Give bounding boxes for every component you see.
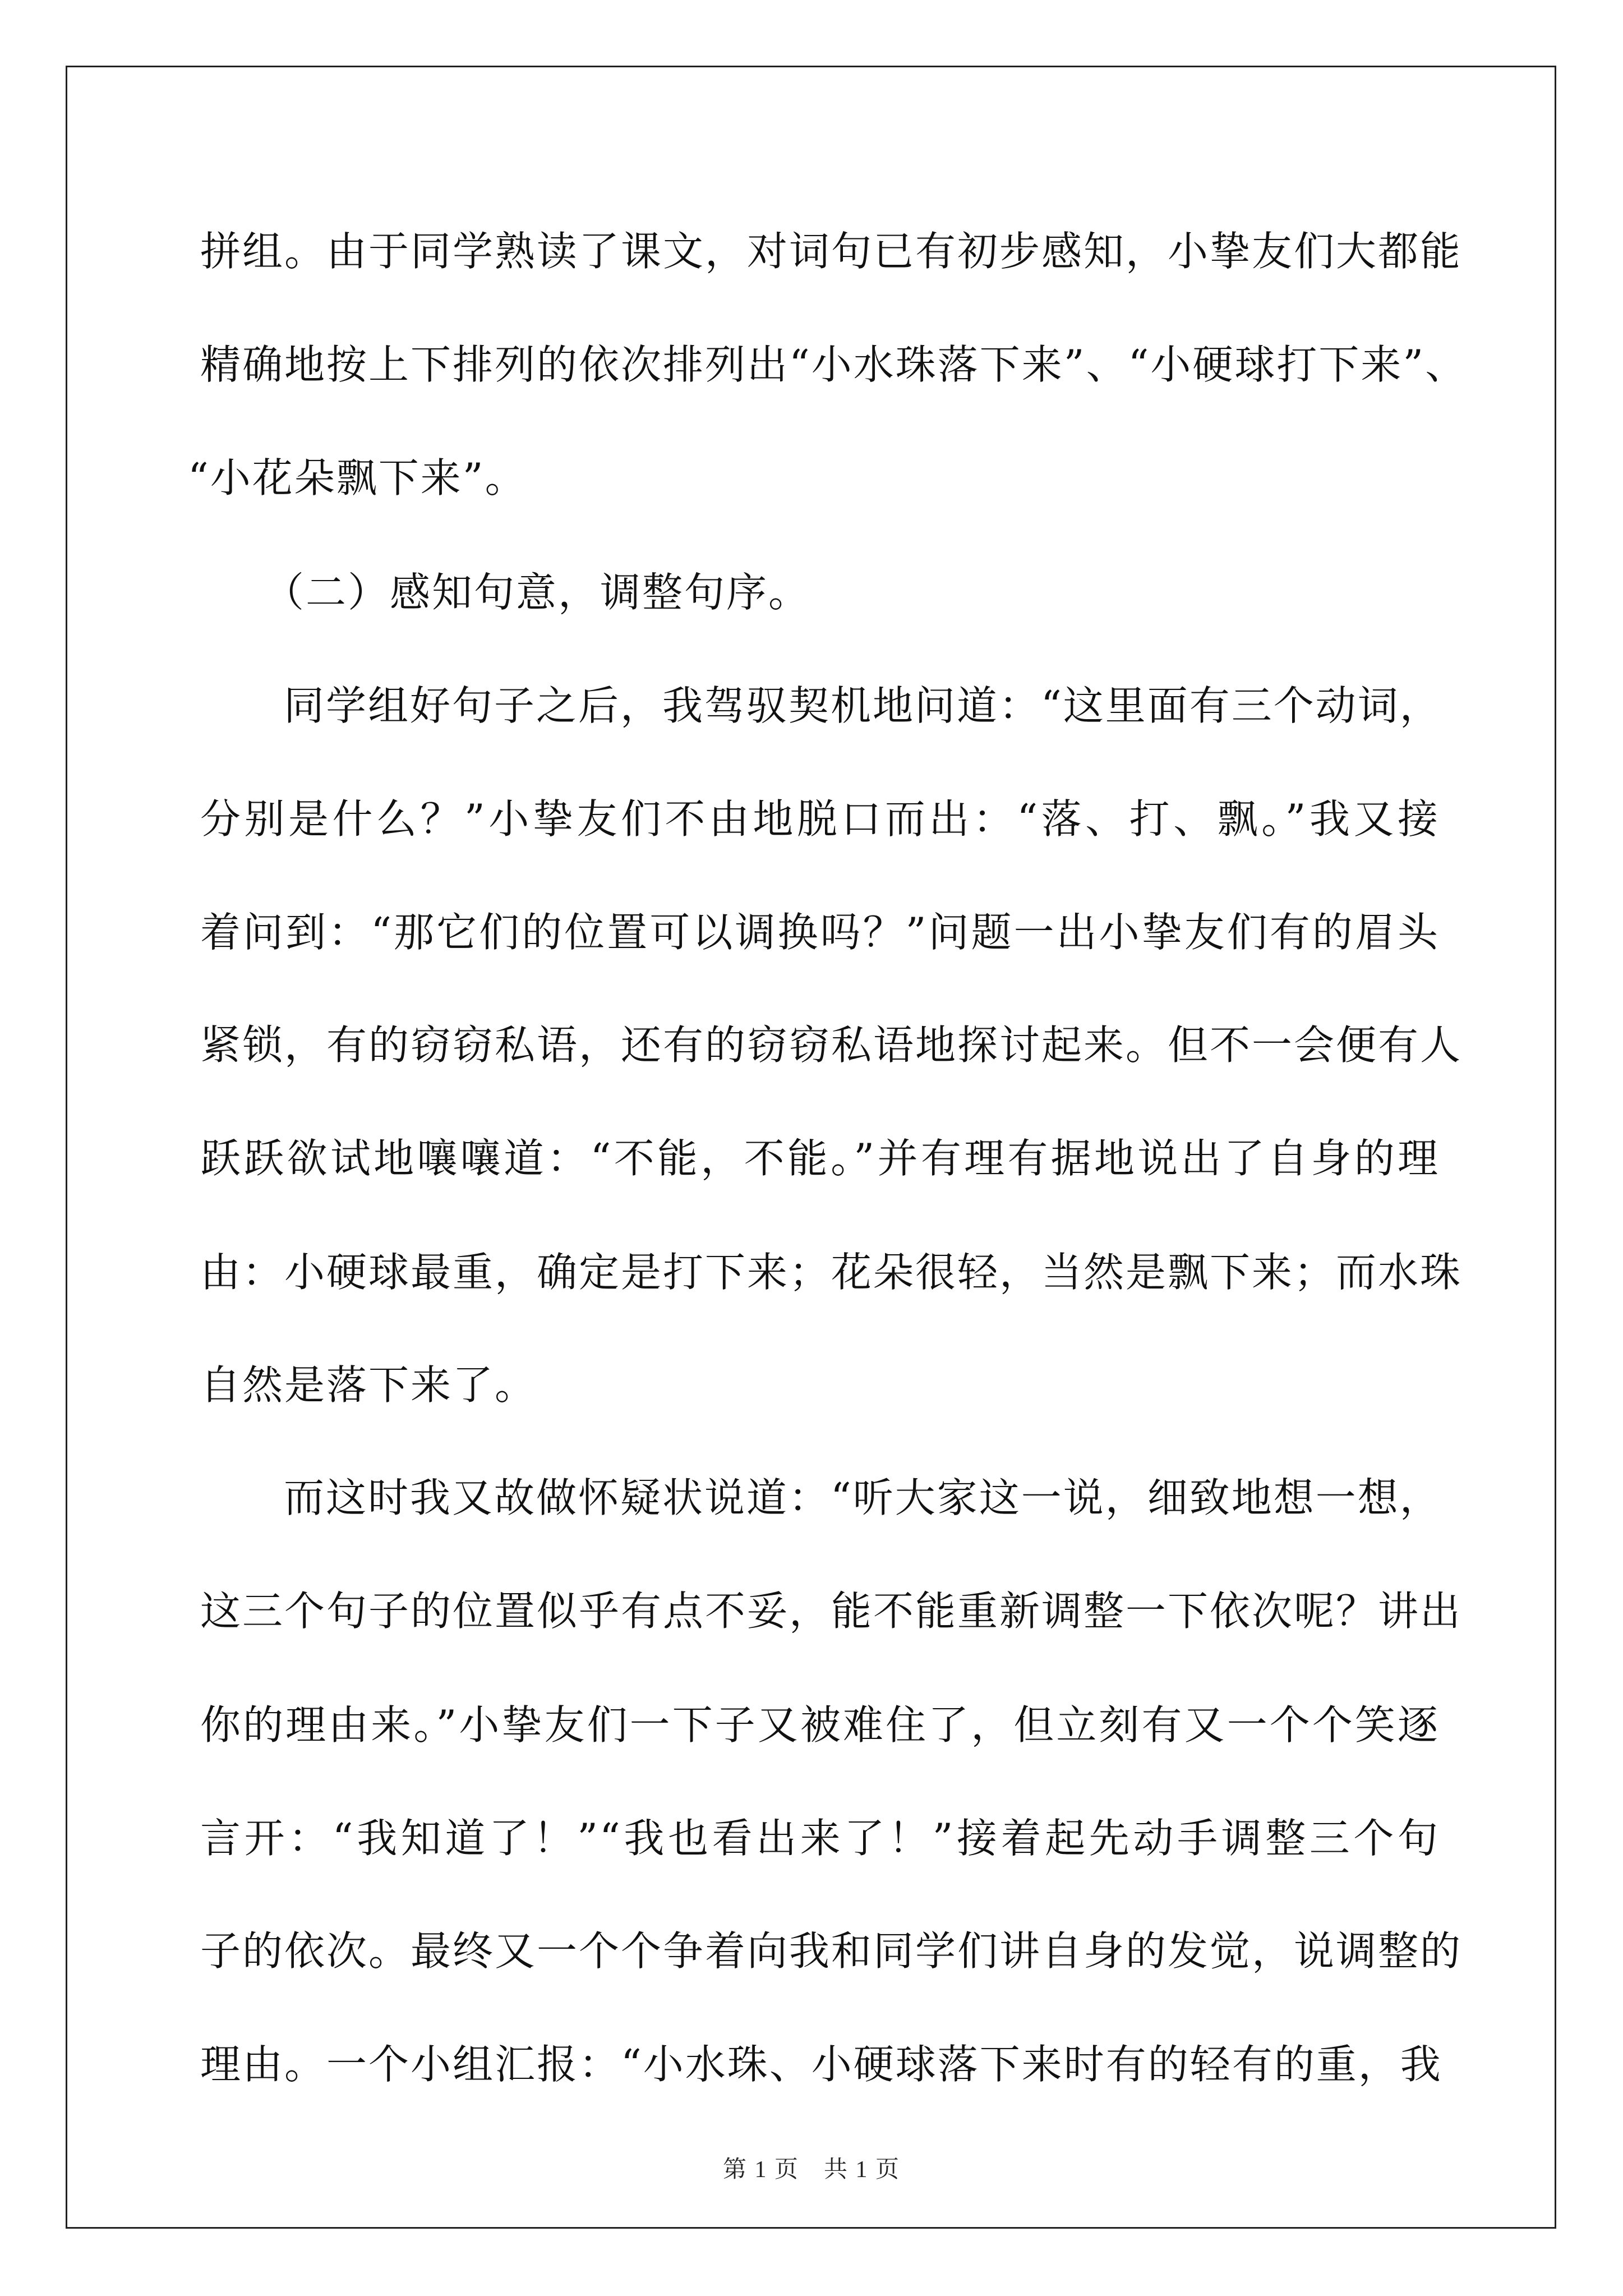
text-line-1: 拼组。由于同学熟读了课文，对词句已有初步感知，小挚友们大都能 [200,228,1463,275]
text-line-7: 着问到：“那它们的位置可以调换吗？”问题一出小挚友们有的眉头 [200,909,1440,956]
text-line-15: 言开：“我知道了！”“我也看出来了！”接着起先动手调整三个句 [200,1815,1440,1862]
text-line-10: 由：小硬球最重，确定是打下来；花朵很轻，当然是飘下来；而水珠 [200,1249,1463,1296]
text-line-3: “小花朵飘下来”。 [188,454,527,501]
text-line-8: 紧锁，有的窃窃私语，还有的窃窃私语地探讨起来。但不一会便有人 [200,1022,1463,1069]
page-number-footer: 第 1 页 共 1 页 [722,2157,900,2183]
text-line-14: 你的理由来。”小挚友们一下子又被难住了，但立刻有又一个个笑逐 [200,1701,1440,1749]
section-heading: （二）感知句意，调整句序。 [264,569,811,616]
text-line-17: 理由。一个小组汇报：“小水珠、小硬球落下来时有的轻有的重，我 [200,2041,1442,2088]
text-line-9: 跃跃欲试地嚷嚷道：“不能，不能。”并有理有据地说出了自身的理 [200,1135,1440,1182]
text-line-11: 自然是落下来了。 [200,1361,537,1409]
text-line-6: 分别是什么？”小挚友们不由地脱口而出：“落、打、飘。”我又接 [200,795,1440,843]
text-line-16: 子的依次。最终又一个个争着向我和同学们讲自身的发觉，说调整的 [200,1927,1463,1975]
text-line-2: 精确地按上下排列的依次排列出“小水珠落下来”、“小硬球打下来”、 [200,341,1468,388]
text-line-13: 这三个句子的位置似乎有点不妥，能不能重新调整一下依次呢？讲出 [200,1588,1463,1635]
text-line-5: 同学组好句子之后，我驾驭契机地问道：“这里面有三个动词， [284,682,1442,729]
text-line-12: 而这时我又故做怀疑状说道：“听大家这一说，细致地想一想， [284,1474,1442,1521]
